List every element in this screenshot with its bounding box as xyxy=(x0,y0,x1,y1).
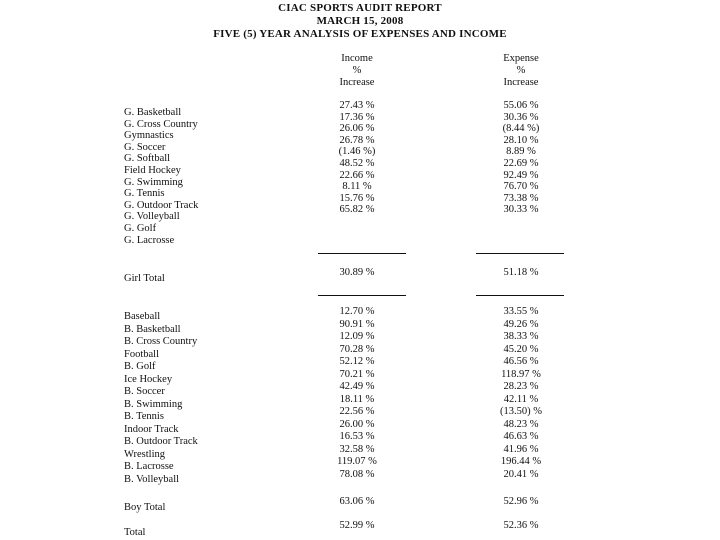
boys-row-income-increase: 32.58 % xyxy=(339,443,375,455)
income-col-header-line1: Income xyxy=(341,53,373,64)
boys-row-income-increase: 22.56 % xyxy=(339,406,375,417)
income-separator-rule xyxy=(318,295,406,296)
girls-row-income-increase: 26.78 % xyxy=(339,134,375,146)
boys-row-sport-name: B. Cross Country xyxy=(124,336,198,347)
boys-row-expense-increase: 28.23 % xyxy=(503,381,539,392)
girls-row-sport-name: G. Tennis xyxy=(124,188,165,200)
boys-row-income-increase: 42.49 % xyxy=(339,381,375,392)
boys-row-sport-name: B. Swimming xyxy=(124,398,183,410)
report-subtitle: FIVE (5) YEAR ANALYSIS OF EXPENSES AND INCOME xyxy=(213,28,507,40)
girls-row-expense-increase: 30.33 % xyxy=(503,204,539,216)
girls-row-income-increase: 27.43 % xyxy=(339,100,375,111)
boys-row-income-increase: 52.12 % xyxy=(339,356,375,367)
boys-row-expense-increase: 41.96 % xyxy=(503,443,539,455)
boys-row-expense-increase: 196.44 % xyxy=(500,456,542,467)
boys-row-sport-name: B. Soccer xyxy=(124,386,165,397)
boys-row-income-increase: 78.08 % xyxy=(339,468,375,480)
girls-row-income-increase: (1.46 %) xyxy=(338,146,376,158)
income-col-header-line3: Increase xyxy=(339,77,375,88)
expense-col-header-line3: Increase xyxy=(503,77,539,88)
girls-row-income-increase: 17.36 % xyxy=(339,111,375,123)
boys-row-sport-name: B. Volleyball xyxy=(124,473,180,485)
girls-row-income-increase: 8.11 % xyxy=(342,181,372,193)
boys-row-expense-increase: 33.55 % xyxy=(503,306,539,317)
boys-total-label: Boy Total xyxy=(124,502,166,513)
girls-row-sport-name: G. Swimming xyxy=(124,176,183,188)
boys-row-income-increase: 16.53 % xyxy=(339,431,375,442)
girls-row-income-increase: 26.06 % xyxy=(339,123,375,135)
boys-row-sport-name: B. Tennis xyxy=(124,411,164,422)
boys-row-income-increase: 12.70 % xyxy=(339,306,375,317)
girls-row-sport-name: Field Hockey xyxy=(124,165,181,176)
girls-row-sport-name: G. Cross Country xyxy=(124,118,198,130)
girls-row-expense-increase: 28.10 % xyxy=(503,134,539,146)
girls-row-income-increase: 48.52 % xyxy=(339,158,375,169)
girls-row-expense-increase: 76.70 % xyxy=(503,181,539,193)
boys-row-income-increase: 90.91 % xyxy=(339,318,375,330)
expense-subtotal-rule xyxy=(476,253,564,254)
girls-row-expense-increase: 55.06 % xyxy=(503,100,539,111)
boys-row-income-increase: 26.00 % xyxy=(339,418,375,430)
boys-row-sport-name: Wrestling xyxy=(124,448,165,460)
girls-row-sport-name: G. Lacrosse xyxy=(124,234,175,246)
girls-row-expense-increase: 8.89 % xyxy=(506,146,536,158)
boys-row-sport-name: B. Basketball xyxy=(124,323,181,335)
girls-row-sport-name: G. Outdoor Track xyxy=(124,199,199,211)
boys-row-expense-increase: 46.63 % xyxy=(503,431,539,442)
girls-total-label: Girl Total xyxy=(124,273,165,284)
boys-row-income-increase: 18.11 % xyxy=(339,393,375,405)
boys-row-expense-increase: 48.23 % xyxy=(503,418,539,430)
girls-row-income-increase: 15.76 % xyxy=(339,192,375,204)
boys-row-sport-name: Indoor Track xyxy=(124,423,179,435)
girls-row-expense-increase: 73.38 % xyxy=(503,192,539,204)
boys-row-sport-name: Football xyxy=(124,348,160,360)
boys-row-expense-increase: 46.56 % xyxy=(503,356,539,367)
boys-row-expense-increase: 42.11 % xyxy=(503,393,539,405)
girls-row-expense-increase: 22.69 % xyxy=(503,158,539,169)
boys-row-income-increase: 70.28 % xyxy=(339,343,375,355)
girls-row-income-increase: 65.82 % xyxy=(339,204,375,216)
girls-row-sport-name: Gymnastics xyxy=(124,130,174,142)
boys-row-expense-increase: 118.97 % xyxy=(501,368,541,380)
girls-row-expense-increase: 30.36 % xyxy=(503,111,539,123)
boys-row-income-increase: 12.09 % xyxy=(339,331,375,342)
boys-total-expense: 52.96 % xyxy=(503,496,539,507)
boys-row-sport-name: Baseball xyxy=(124,311,161,322)
girls-row-sport-name: G. Softball xyxy=(124,153,171,165)
boys-row-sport-name: B. Lacrosse xyxy=(124,461,174,472)
boys-row-expense-increase: (13.50) % xyxy=(500,406,542,417)
report-date: MARCH 15, 2008 xyxy=(316,15,404,27)
girls-row-sport-name: G. Soccer xyxy=(124,141,166,153)
boys-row-sport-name: B. Outdoor Track xyxy=(124,436,198,447)
girls-total-income: 30.89 % xyxy=(339,267,375,278)
income-col-header-line2: % xyxy=(352,65,362,76)
boys-row-expense-increase: 45.20 % xyxy=(503,343,539,355)
boys-row-sport-name: Ice Hockey xyxy=(124,373,173,385)
boys-total-income: 63.06 % xyxy=(339,496,375,507)
girls-row-sport-name: G. Volleyball xyxy=(124,211,180,223)
girls-row-expense-increase: 92.49 % xyxy=(503,169,539,181)
boys-row-expense-increase: 20.41 % xyxy=(503,468,539,480)
girls-row-expense-increase: (8.44 %) xyxy=(502,123,540,135)
grand-total-income: 52.99 % xyxy=(339,520,375,531)
girls-row-sport-name: G. Basketball xyxy=(124,107,182,118)
boys-row-sport-name: B. Golf xyxy=(124,361,156,372)
girls-row-income-increase: 22.66 % xyxy=(339,169,375,181)
boys-row-income-increase: 70.21 % xyxy=(339,368,375,380)
expense-separator-rule xyxy=(476,295,564,296)
girls-row-sport-name: G. Golf xyxy=(124,223,157,234)
grand-total-expense: 52.36 % xyxy=(503,520,539,531)
boys-row-income-increase: 119.07 % xyxy=(337,456,377,467)
grand-total-label: Total xyxy=(124,527,146,538)
girls-total-expense: 51.18 % xyxy=(503,267,539,278)
report-title: CIAC SPORTS AUDIT REPORT xyxy=(278,2,442,14)
boys-row-expense-increase: 49.26 % xyxy=(503,318,539,330)
income-subtotal-rule xyxy=(318,253,406,254)
expense-col-header-line1: Expense xyxy=(503,53,539,64)
expense-col-header-line2: % xyxy=(516,65,526,76)
boys-row-expense-increase: 38.33 % xyxy=(503,331,539,342)
